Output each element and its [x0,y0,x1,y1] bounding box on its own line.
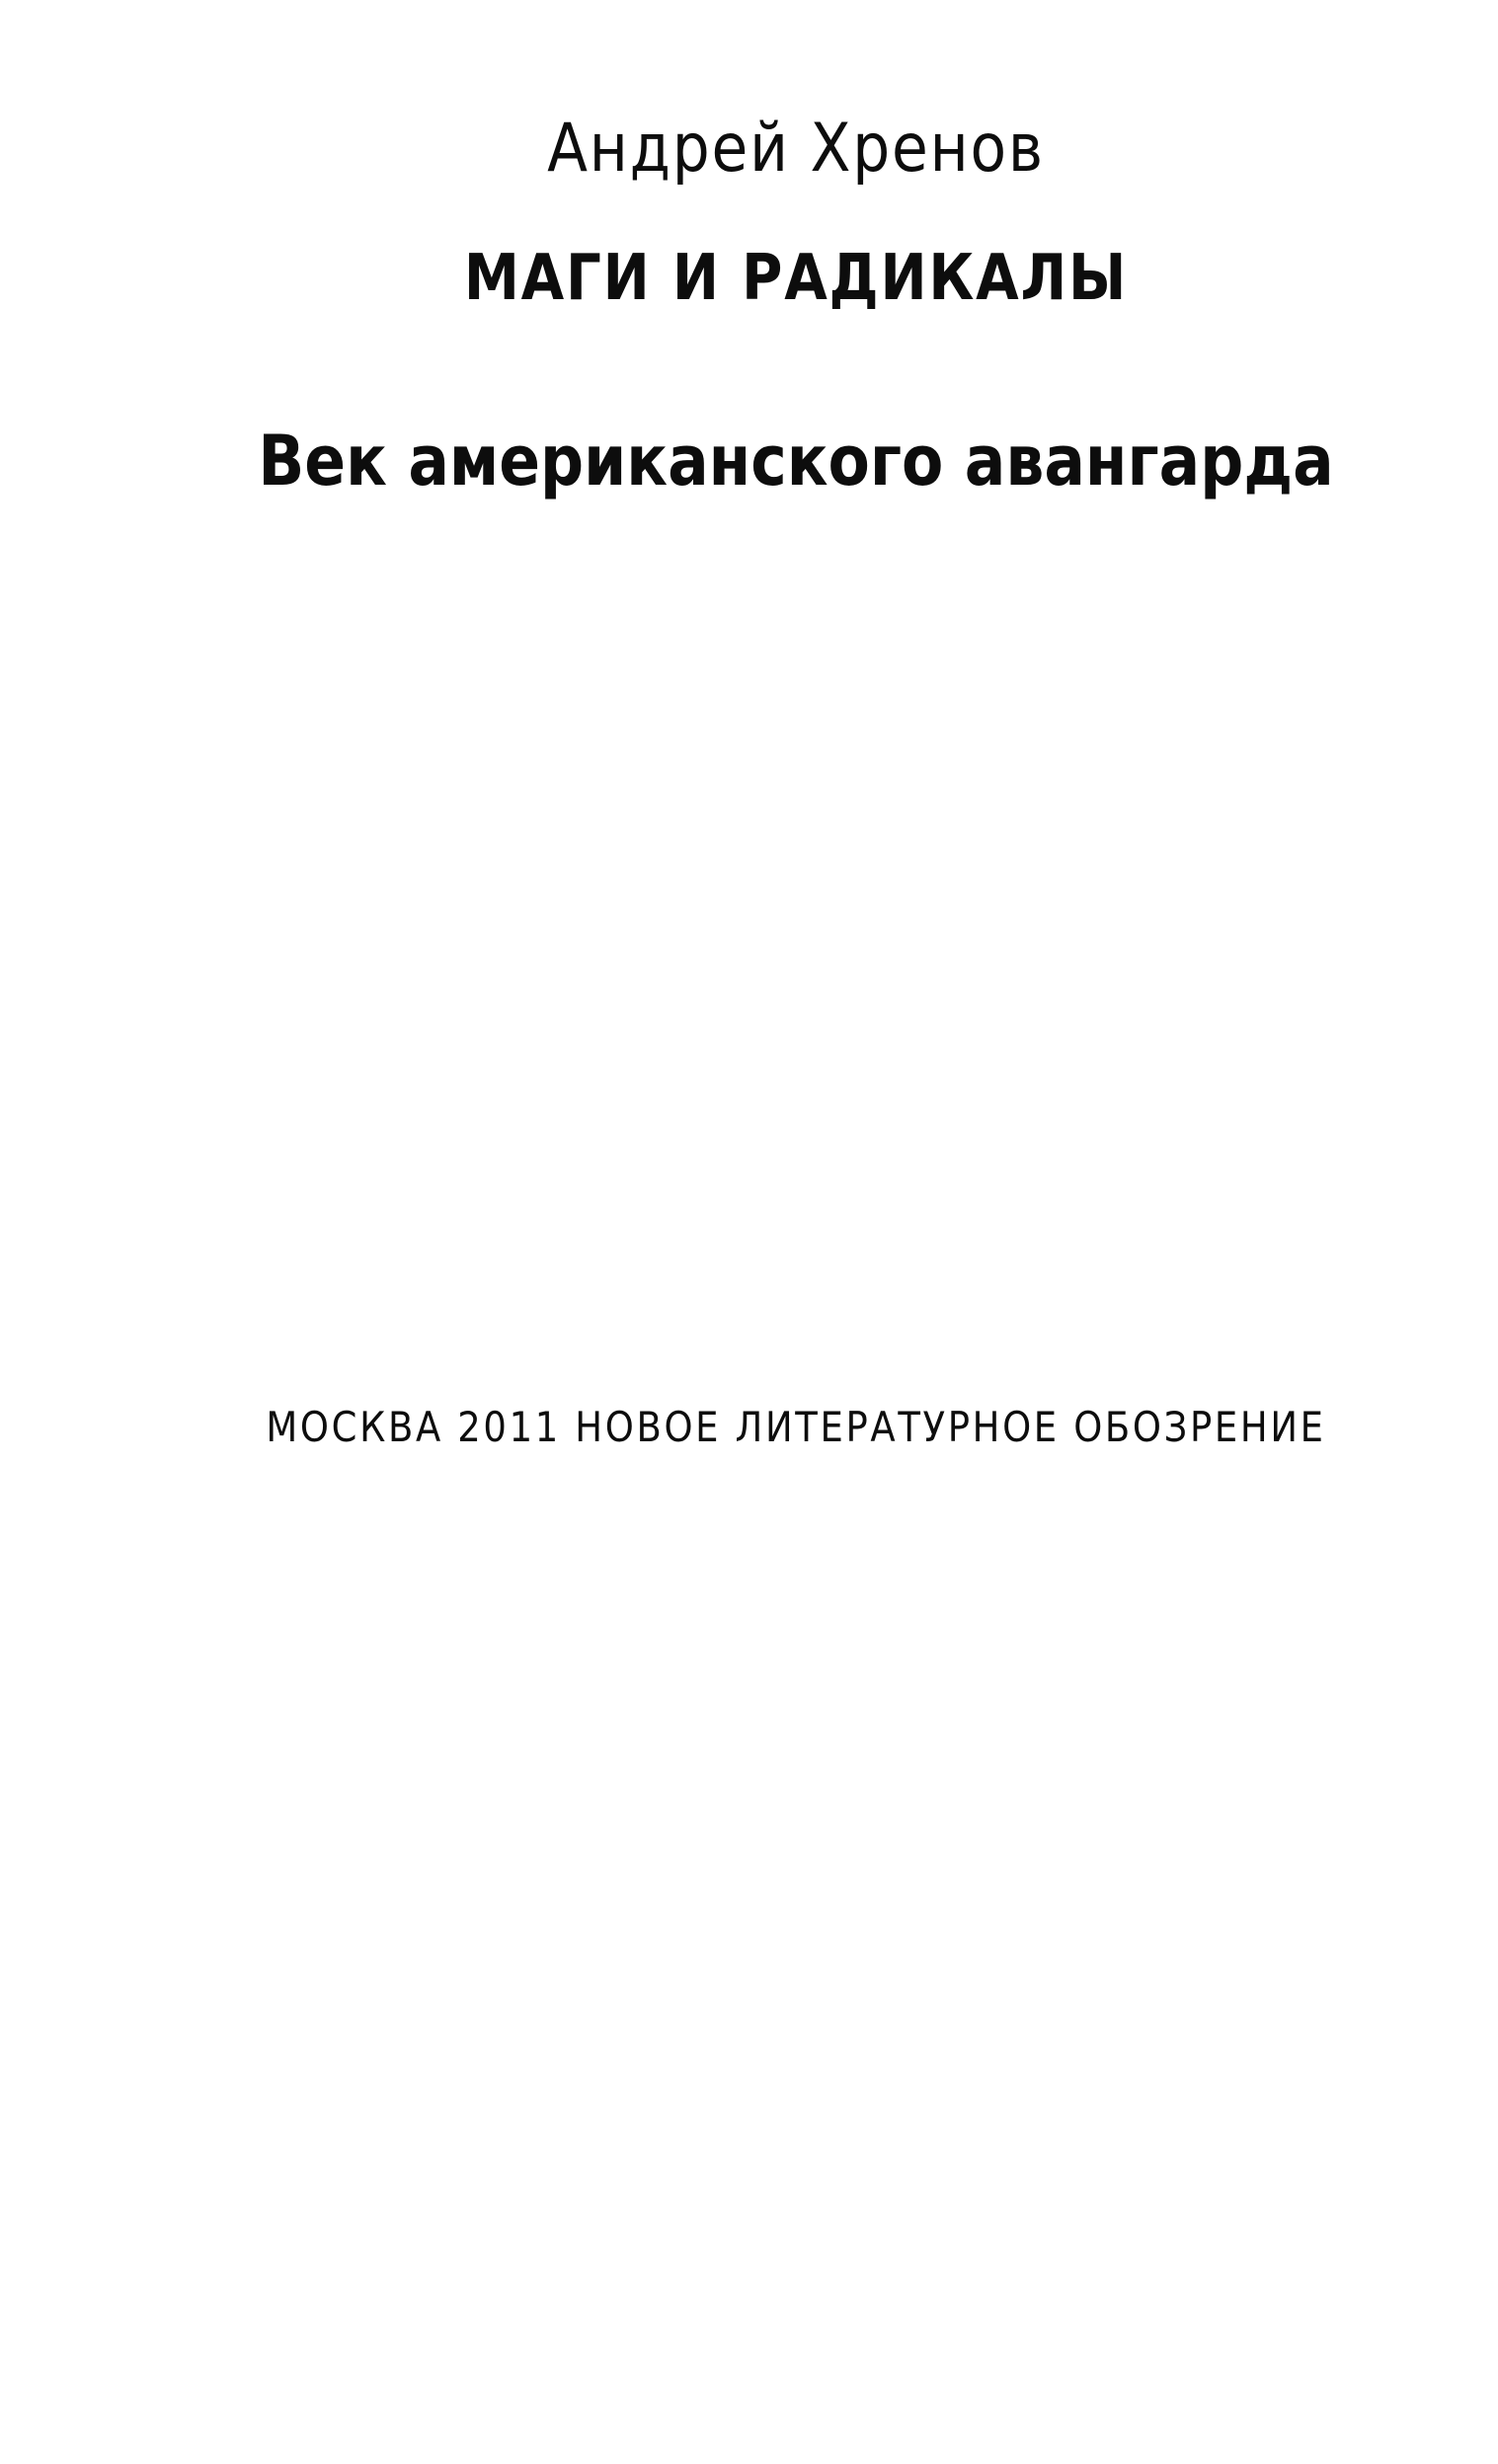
imprint-publisher-line: МОСКВА 2011 НОВОЕ ЛИТЕРАТУРНОЕ ОБОЗРЕНИЕ [266,1403,1326,1451]
book-title: МАГИ И РАДИКАЛЫ [463,242,1129,315]
book-subtitle: Век американского авангарда [258,421,1334,501]
author-name: Андрей Хренов [547,110,1045,188]
